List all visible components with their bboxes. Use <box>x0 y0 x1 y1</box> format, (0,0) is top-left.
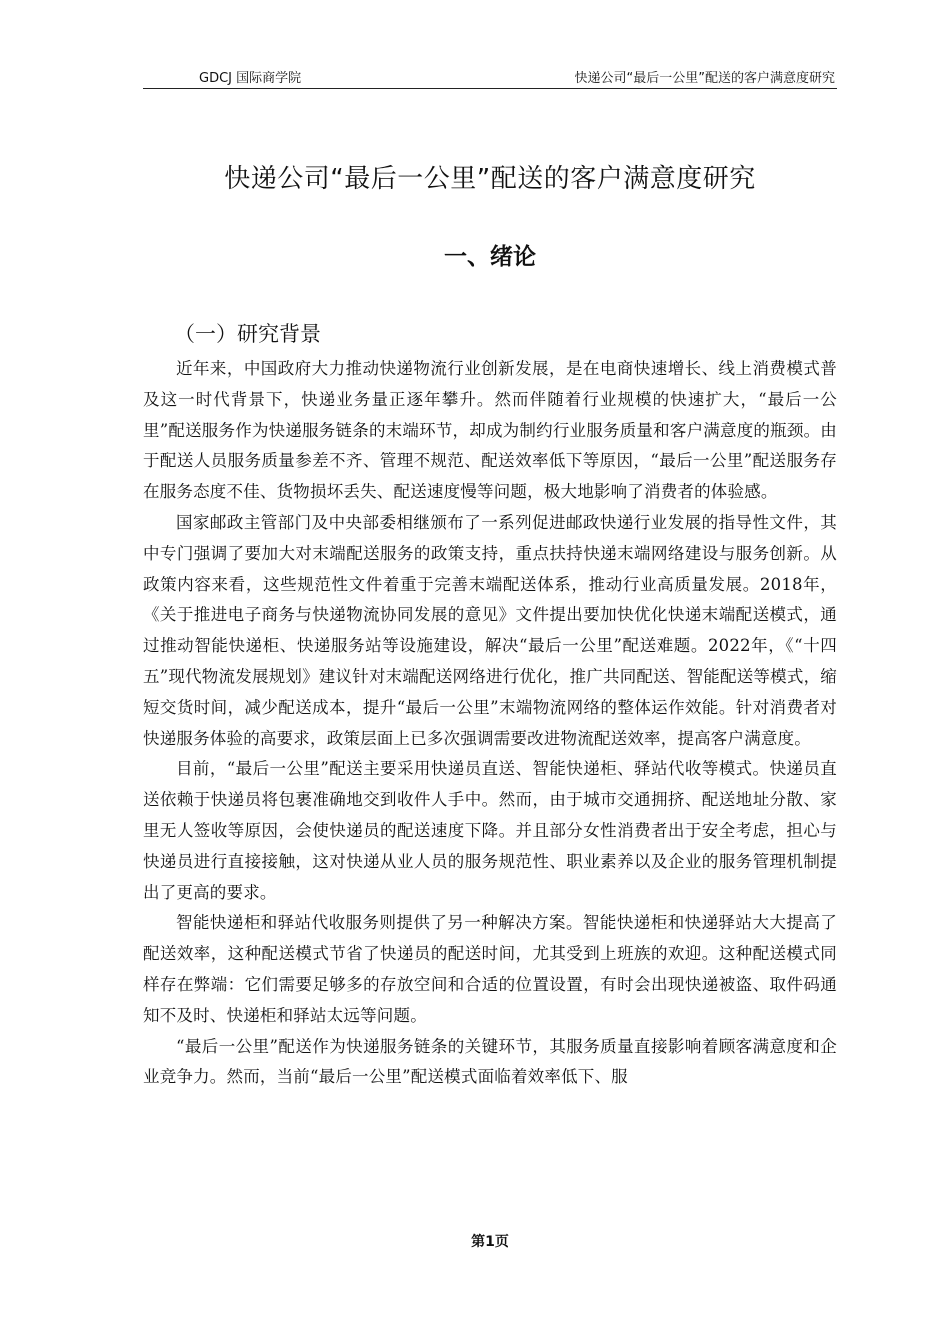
header-paper-title: 快递公司“最后一公里”配送的客户满意度研究 <box>574 71 835 86</box>
section-heading: （一）研究背景 <box>174 322 321 346</box>
chapter-heading: 一、绪论 <box>444 244 536 270</box>
paragraph: 国家邮政主管部门及中央部委相继颁布了一系列促进邮政快递行业发展的指导性文件，其中专门强调了要加大对末端配送服务的政策支持，重点扶持快递末端网络建设与服务创新。从政策内容来看，这些规范性文件着重于完善末端配送体系，推动行业高质量发展。2018年，《关于推进电子商务与快递物流协同发展的意见》文件提出要加快优化快递末端配送模式，通过推动智能快递柜、快递服务站等设施建设，解决“最后一公里”配送难题。2022年，《“十四五”现代物流发展规划》建议针对末端配送网络进行优化，推广共同配送、智能配送等模式，缩短交货时间，减少配送成本，提升“最后一公里”末端物流网络的整体运作效能。针对消费者对快递服务体验的高要求，政策层面上已多次强调需要改进物流配送效率，提高客户满意度。 <box>143 512 837 748</box>
body-text <box>143 354 837 1093</box>
paragraph: “最后一公里”配送作为快递服务链条的关键环节，其服务质量直接影响着顾客满意度和企业竞争力。然而，当前“最后一公里”配送模式面临着效率低下、服 <box>143 1036 837 1087</box>
paragraph: 智能快递柜和驿站代收服务则提供了另一种解决方案。智能快递柜和快递驿站大大提高了配送效率，这种配送模式节省了快递员的配送时间，尤其受到上班族的欢迎。这种配送模式同样存在弊端：它们需要足够多的存放空间和合适的位置设置，有时会出现快递被盗、取件码通知不及时、快递柜和驿站太远等问题。 <box>143 913 837 1025</box>
page-number: 第1页 <box>471 1234 509 1250</box>
document-title: 快递公司“最后一公里”配送的客户满意度研究 <box>224 164 756 194</box>
paragraph: 近年来，中国政府大力推动快递物流行业创新发展，是在电商快速增长、线上消费模式普及这一时代背景下，快递业务量正逐年攀升。然而伴随着行业规模的快速扩大，“最后一公里”配送服务作为快递服务链条的末端环节，却成为制约行业服务质量和客户满意度的瓶颈。由于配送人员服务质量参差不齐、管理不规范、配送效率低下等原因，“最后一公里”配送服务存在服务态度不佳、货物损坏丢失、配送速度慢等问题，极大地影响了消费者的体验感。 <box>143 359 837 502</box>
paragraph: 目前，“最后一公里”配送主要采用快递员直送、智能快递柜、驿站代收等模式。快递员直送依赖于快递员将包裹准确地交到收件人手中。然而，由于城市交通拥挤、配送地址分散、家里无人签收等原因，会使快递员的配送速度下降。并且部分女性消费者出于安全考虑，担心与快递员进行直接接触，这对快递从业人员的服务规范性、职业素养以及企业的服务管理机制提出了更高的要求。 <box>143 759 837 902</box>
running-header <box>143 62 837 89</box>
header-institution: GDCJ 国际商学院 <box>199 71 302 86</box>
